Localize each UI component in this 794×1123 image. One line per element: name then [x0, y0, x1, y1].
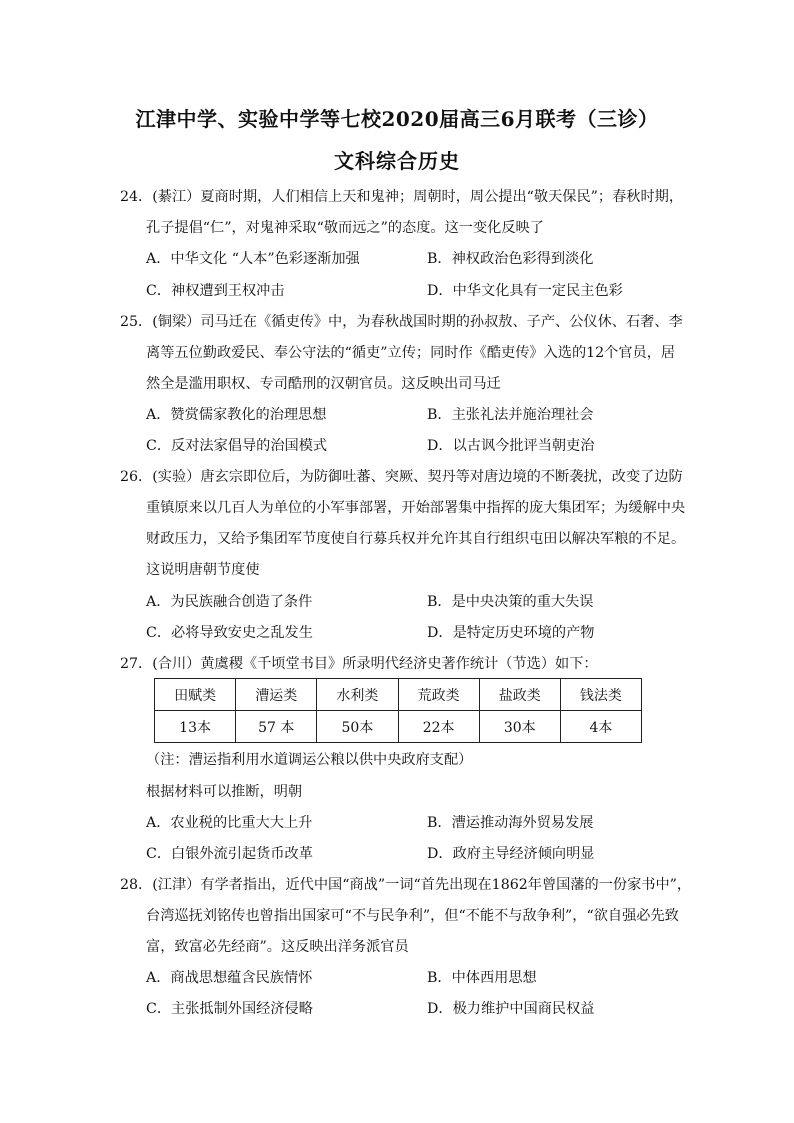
option-d: D．极力维护中国商民权益 — [427, 1001, 595, 1017]
option-b: B．主张礼法并施治理社会 — [427, 407, 594, 423]
exam-subtitle: 文科综合历史 — [334, 149, 460, 173]
exam-title: 江津中学、实验中学等七校2020届高三6月联考（三诊） — [135, 107, 659, 131]
option-a: A．中华文化 “人本”色彩逐渐加强 — [146, 251, 360, 267]
table-header: 钱法类 — [560, 679, 641, 711]
option-c: C．神权遭到王权冲击 — [146, 283, 285, 299]
table-header: 水利类 — [317, 679, 398, 711]
question-text: 25．(铜梁）司马迁在《循吏传》中，为春秋战国时期的孙叔敖、子产、公仪休、石奢、李 — [120, 314, 683, 330]
question-text: 富，致富必先经商”。这反映出洋务派官员 — [146, 939, 409, 955]
option-c: C．必将导致安史之乱发生 — [146, 625, 313, 641]
option-a: A．商战思想蕴含民族情怀 — [146, 970, 313, 986]
table-header-row — [155, 679, 642, 711]
option-d: D．是特定历史环境的产物 — [427, 625, 595, 641]
option-b: B．中体西用思想 — [427, 970, 537, 986]
question-text: 根据材料可以推断，明朝 — [146, 784, 303, 800]
option-b: B．神权政治色彩得到淡化 — [427, 251, 594, 267]
option-b: B．是中央决策的重大失误 — [427, 594, 594, 610]
question-text: 财政压力，又给予集团军节度使自行募兵权并允许其自行组织屯田以解决军粮的不足。 — [146, 531, 686, 547]
option-d: D．以古讽今批评当朝吏治 — [427, 438, 595, 454]
table-cell: 22本 — [398, 711, 479, 743]
option-a: A．赞赏儒家教化的治理思想 — [146, 407, 327, 423]
question-text: 这说明唐朝节度使 — [146, 562, 260, 578]
option-d: D．政府主导经济倾向明显 — [427, 846, 595, 862]
table-cell: 4本 — [560, 711, 641, 743]
table-header: 田赋类 — [155, 679, 236, 711]
question-text: 27．(合川）黄虞稷《千顷堂书目》所录明代经济史著作统计（节选）如下： — [120, 656, 598, 672]
table-header: 盐政类 — [479, 679, 560, 711]
economic-works-table — [154, 678, 642, 743]
table-row — [155, 711, 642, 743]
table-header: 漕运类 — [236, 679, 317, 711]
option-d: D．中华文化具有一定民主色彩 — [427, 283, 623, 299]
question-text: 台湾巡抚刘铭传也曾指出国家可“不与民争利”，但“不能不与敌争利”，“欲自强必先致 — [146, 908, 679, 924]
option-a: A．为民族融合创造了条件 — [146, 594, 313, 610]
option-c: C．主张抵制外国经济侵略 — [146, 1001, 313, 1017]
question-text: 孔子提倡“仁”，对鬼神采取“敬而远之”的态度。这一变化反映了 — [146, 220, 544, 236]
option-c: C．反对法家倡导的治国模式 — [146, 438, 328, 454]
question-text: 然全是滥用职权、专司酷刑的汉朝官员。这反映出司马迁 — [146, 376, 501, 392]
question-text: 24．(綦江）夏商时期，人们相信上天和鬼神；周朝时，周公提出“敬天保民”；春秋时期， — [120, 189, 684, 205]
table-note: （注：漕运指利用水道调运公粮以供中央政府支配） — [146, 752, 473, 768]
table-header: 荒政类 — [398, 679, 479, 711]
question-text: 26．(实验）唐玄宗即位后，为防御吐蕃、突厥、契丹等对唐边境的不断袭扰，改变了边防 — [120, 469, 683, 485]
question-text: 重镇原来以几百人为单位的小军事部署，开始部署集中指挥的庞大集团军；为缓解中央 — [146, 500, 686, 516]
option-a: A．农业税的比重大大上升 — [146, 815, 313, 831]
question-text: 28．(江津）有学者指出，近代中国“商战”一词“首先出现在1862年曾国藩的一份家书中”， — [120, 877, 692, 893]
question-text: 离等五位勤政爱民、奉公守法的“循吏”立传；同时作《酷吏传》入选的12个官员，居 — [146, 345, 676, 361]
table-cell: 30本 — [479, 711, 560, 743]
table-cell: 50本 — [317, 711, 398, 743]
table-cell: 13本 — [155, 711, 236, 743]
table-cell: 57 本 — [236, 711, 317, 743]
option-b: B．漕运推动海外贸易发展 — [427, 815, 594, 831]
option-c: C．白银外流引起货币改革 — [146, 846, 313, 862]
